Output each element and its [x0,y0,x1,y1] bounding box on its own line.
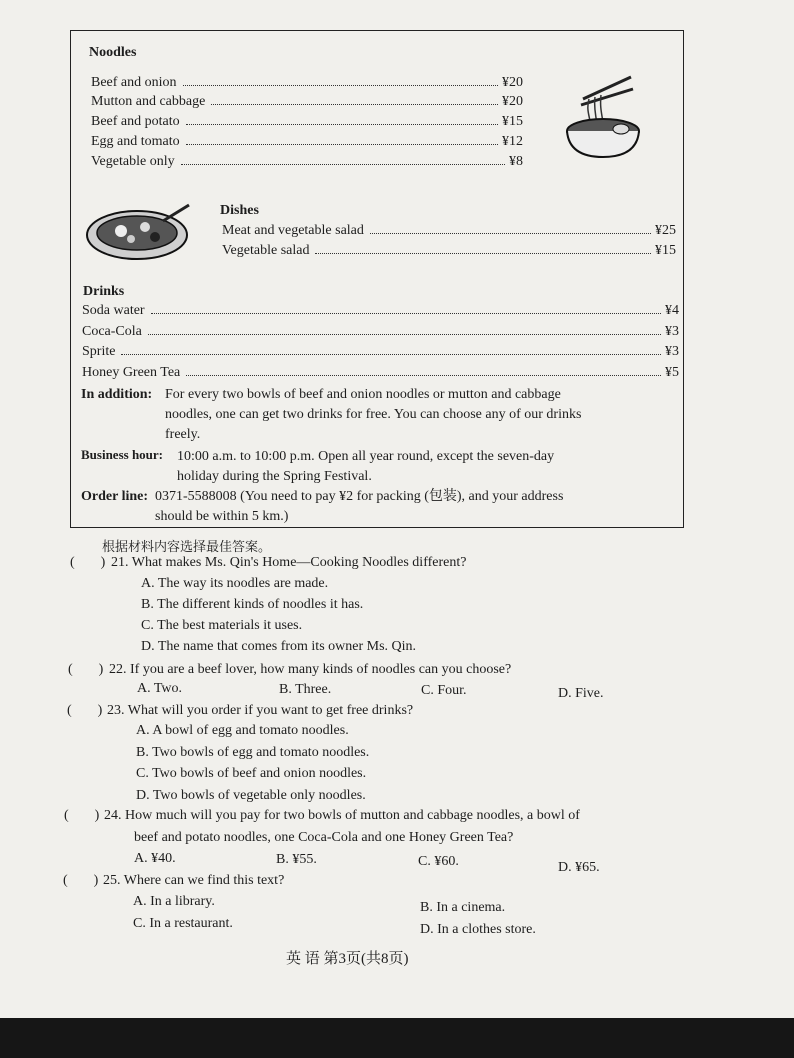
option-c[interactable]: C. ¥60. [418,854,459,869]
option-b[interactable]: B. Three. [279,682,332,697]
salad-plate-icon [85,199,195,265]
order-label: Order line: [81,489,149,504]
noodle-bowl-icon [563,69,643,159]
menu-item: Coca-Cola ¥3 [82,324,679,339]
answer-paren[interactable]: ( ) [64,808,100,823]
addition-text-2: noodles, one can get two drinks for free. You can choose any of our drinks [165,407,582,422]
option-d[interactable]: D. The name that comes from its owner Ms. Qin. [141,639,417,654]
order-text-1: 0371-5588008 (You need to pay ¥2 for packing (包装), and your address [155,489,564,504]
instruction: 根据材料内容选择最佳答案。 [102,540,272,555]
business-text-2: holiday during the Spring Festival. [177,469,372,484]
option-a[interactable]: A. In a library. [133,894,215,909]
order-text-2: should be within 5 km.) [155,509,289,524]
question-22: 22. If you are a beef lover, how many kinds of noodles can you choose? [109,662,512,677]
menu-item: Meat and vegetable salad ¥25 [222,223,676,238]
menu-item: Mutton and cabbage ¥20 [91,94,523,109]
addition-label: In addition: [81,387,153,402]
option-d[interactable]: D. In a clothes store. [420,922,536,937]
option-a[interactable]: A. A bowl of egg and tomato noodles. [136,723,349,738]
menu-item: Sprite ¥3 [82,344,679,359]
answer-paren[interactable]: ( ) [70,555,106,570]
business-text-1: 10:00 a.m. to 10:00 p.m. Open all year round, except the seven-day [177,449,555,464]
page-footer: 英 语 第3页(共8页) [286,951,409,967]
drinks-heading: Drinks [83,284,125,299]
question-24: 24. How much will you pay for two bowls of mutton and cabbage noodles, a bowl of [104,808,580,823]
question-25: 25. Where can we find this text? [103,873,285,888]
question-24-continued: beef and potato noodles, one Coca-Cola and one Honey Green Tea? [134,830,514,845]
option-c[interactable]: C. The best materials it uses. [141,618,303,633]
addition-text-3: freely. [165,427,201,442]
addition-text-1: For every two bowls of beef and onion noodles or mutton and cabbage [165,387,561,402]
option-b[interactable]: B. Two bowls of egg and tomato noodles. [136,745,370,760]
menu-item: Beef and onion ¥20 [91,75,523,90]
noodles-heading: Noodles [89,45,137,60]
menu-box [70,30,684,528]
answer-paren[interactable]: ( ) [63,873,99,888]
option-d[interactable]: D. ¥65. [558,860,600,875]
option-b[interactable]: B. In a cinema. [420,900,506,915]
menu-item: Vegetable only ¥8 [91,154,523,169]
menu-item: Beef and potato ¥15 [91,114,523,129]
option-a[interactable]: A. Two. [137,681,183,696]
question-21: 21. What makes Ms. Qin's Home—Cooking Noodles different? [111,555,467,570]
option-c[interactable]: C. In a restaurant. [133,916,233,931]
option-b[interactable]: B. The different kinds of noodles it has. [141,597,364,612]
option-c[interactable]: C. Two bowls of beef and onion noodles. [136,766,367,781]
background-edge [0,1018,794,1058]
option-c[interactable]: C. Four. [421,683,467,698]
business-label: Business hour: [81,447,163,462]
option-d[interactable]: D. Two bowls of vegetable only noodles. [136,788,366,803]
option-b[interactable]: B. ¥55. [276,852,317,867]
menu-item: Soda water ¥4 [82,303,679,318]
question-23: 23. What will you order if you want to get free drinks? [107,703,414,718]
menu-item: Vegetable salad ¥15 [222,243,676,258]
answer-paren[interactable]: ( ) [68,662,104,677]
answer-paren[interactable]: ( ) [67,703,103,718]
option-a[interactable]: A. ¥40. [134,851,176,866]
option-a[interactable]: A. The way its noodles are made. [141,576,329,591]
menu-item: Honey Green Tea ¥5 [82,365,679,380]
dishes-heading: Dishes [220,203,259,218]
menu-item: Egg and tomato ¥12 [91,134,523,149]
option-d[interactable]: D. Five. [558,686,604,701]
